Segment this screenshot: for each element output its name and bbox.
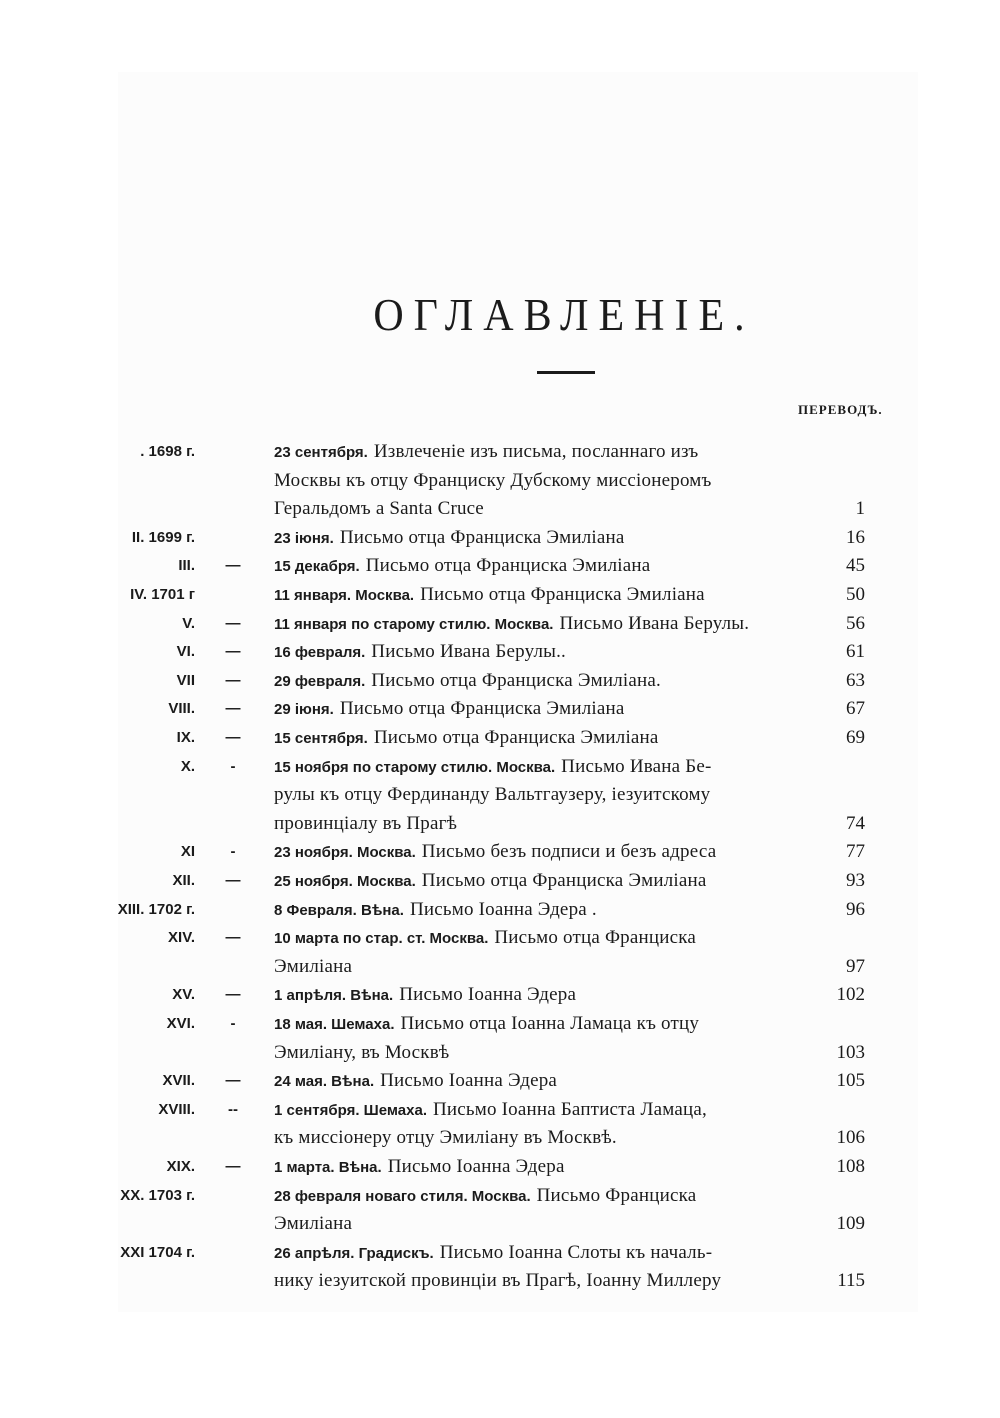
toc-line — [0, 1182, 1000, 1210]
toc-line — [0, 1010, 1000, 1038]
entry-text — [274, 953, 794, 981]
page-number: 45 — [846, 555, 865, 577]
entry-text — [274, 467, 794, 495]
toc-line — [0, 724, 1000, 752]
entry-text — [274, 981, 794, 1010]
entry-title: Эмиліану, въ Москвѣ — [274, 1041, 450, 1063]
entry-text — [274, 495, 794, 523]
entry-date: 15 сентября. — [274, 730, 368, 747]
entry-date: 11 января. Москва. — [274, 587, 415, 604]
entry-number: X. — [180, 757, 195, 775]
entry-date: 25 ноября. Москва. — [274, 873, 416, 890]
entry-date: 23 сентября. — [274, 444, 368, 461]
toc-line — [0, 981, 1000, 1009]
entry-number: VII — [176, 671, 195, 689]
entry-text — [274, 896, 794, 925]
entry-text — [274, 1153, 794, 1182]
entry-title: Письмо Іоанна Слоты къ началь- — [439, 1241, 713, 1263]
entry-text — [274, 753, 794, 782]
entry-title: Письмо Іоанна Баптиста Ламаца, — [432, 1098, 707, 1120]
page-number: 108 — [836, 1156, 865, 1177]
entry-date: 10 марта по стар. ст. Москва. — [274, 930, 489, 948]
toc-line — [0, 1039, 1000, 1067]
entry-number: XVIII. — [158, 1100, 195, 1118]
entry-number: . 1698 г. — [140, 443, 195, 460]
ditto-dash: -- — [228, 1100, 238, 1118]
entry-title: Письмо отца Франциска — [494, 927, 697, 949]
entry-date: 8 Февраля. Вѣна. — [274, 901, 404, 919]
ditto-dash: - — [230, 843, 236, 861]
entry-text — [274, 1239, 794, 1268]
entry-title: Письмо отца Франциска Эмиліана — [373, 727, 659, 748]
entry-number: XVI. — [166, 1015, 195, 1032]
entry-text — [274, 695, 794, 724]
toc-line — [0, 667, 1000, 695]
toc-line — [0, 1096, 1000, 1124]
ditto-dash: — — [225, 557, 241, 575]
entry-number: XIX. — [166, 1158, 195, 1175]
entry-number: XIV. — [168, 929, 195, 947]
entry-text — [274, 638, 794, 667]
page-number: 102 — [836, 984, 865, 1006]
entry-number: XV. — [172, 986, 195, 1004]
ditto-dash: — — [225, 671, 241, 689]
entry-title: Письмо отца Франциска Эмиліана — [420, 584, 705, 605]
entry-text — [274, 1182, 794, 1211]
entry-number: XII. — [172, 872, 195, 889]
toc-line — [0, 581, 1000, 609]
entry-title: нику іезуитской провинціи въ Прагѣ, Іоанну Миллеру — [274, 1270, 722, 1292]
ditto-dash: — — [225, 872, 241, 889]
toc-line — [0, 1267, 1000, 1295]
page-number: 1 — [855, 498, 865, 520]
page-number: 93 — [846, 870, 865, 891]
page-number: 56 — [846, 612, 865, 634]
ditto-dash: — — [225, 986, 241, 1004]
entry-number: IX. — [176, 729, 195, 746]
ditto-dash: - — [230, 757, 236, 775]
toc-line — [0, 781, 1000, 809]
entry-number: IV. 1701 г — [130, 586, 195, 603]
entry-number: XX. 1703 г. — [120, 1186, 195, 1204]
entry-title: Письмо Іоанна Эдера . — [409, 898, 597, 920]
entry-text — [274, 438, 794, 467]
toc-line — [0, 867, 1000, 895]
entry-text — [274, 724, 794, 753]
entry-title: къ миссіонеру отцу Эмиліану въ Москвѣ. — [274, 1127, 617, 1149]
entry-date: 1 апрѣля. Вѣна. — [274, 987, 394, 1005]
entry-number: XIII. 1702 г. — [117, 900, 195, 918]
entry-text — [274, 1010, 794, 1039]
entry-title: Эмиліана — [274, 955, 353, 977]
entry-text — [274, 610, 794, 639]
entry-date: 29 іюня. — [274, 701, 334, 719]
toc-line — [0, 753, 1000, 781]
entry-text — [274, 1067, 794, 1096]
entry-date: 23 іюня. — [274, 529, 334, 547]
toc-line — [0, 810, 1000, 838]
page-number: 61 — [846, 641, 865, 663]
entry-date: 24 мая. Вѣна. — [274, 1073, 375, 1091]
entry-number: XVII. — [162, 1072, 195, 1090]
entry-title: Письмо Ивана Бе- — [561, 755, 712, 777]
entry-text — [274, 667, 794, 696]
entry-title: Письмо отца Франциска Эмиліана — [365, 555, 651, 577]
ditto-dash: - — [230, 1015, 236, 1032]
ditto-dash: — — [225, 929, 241, 947]
entry-text — [274, 552, 794, 581]
toc-line — [0, 552, 1000, 580]
entry-title: Эмиліана — [274, 1213, 353, 1235]
ditto-dash: — — [225, 700, 241, 718]
entry-title: Письмо отца Франциска Эмиліана — [339, 698, 625, 720]
page-number: 77 — [846, 841, 865, 863]
entry-title: Геральдомъ а Santa Cruce — [274, 498, 484, 520]
entry-date: 1 марта. Вѣна. — [274, 1159, 382, 1176]
entry-text — [274, 1096, 794, 1125]
entry-title: Письмо отца Іоанна Ламаца къ отцу — [400, 1013, 700, 1034]
page-title: ОГЛАВЛЕНІЕ. — [373, 291, 755, 341]
toc-line — [0, 524, 1000, 552]
entry-text — [274, 838, 794, 867]
ditto-dash: — — [225, 729, 241, 746]
toc-line — [0, 1239, 1000, 1267]
page-number: 74 — [846, 812, 865, 834]
page-number: 69 — [846, 727, 865, 748]
toc-line — [0, 924, 1000, 952]
entry-title: Москвы къ отцу Франциску Дубскому миссіонеромъ — [274, 469, 712, 491]
entry-date: 1 сентября. Шемаха. — [274, 1101, 427, 1119]
ditto-dash: — — [225, 643, 241, 661]
entry-date: 23 ноября. Москва. — [274, 844, 416, 862]
entry-date: 28 февраля новаго стиля. Москва. — [274, 1187, 531, 1205]
page-number: 115 — [837, 1270, 865, 1292]
entry-title: Письмо Франциска — [536, 1184, 697, 1206]
entry-date: 15 декабря. — [274, 558, 360, 576]
entry-date: 26 апрѣля. Градискъ. — [274, 1244, 434, 1262]
entry-text — [274, 581, 794, 610]
entry-title: рулы къ отцу Фердинанду Вальтгаузеру, іезуитскому — [274, 784, 711, 806]
toc-line — [0, 1210, 1000, 1238]
page-number: 63 — [846, 669, 865, 691]
entry-number: V. — [182, 614, 195, 632]
ditto-dash: — — [225, 1072, 241, 1090]
entry-number: VI. — [176, 643, 195, 661]
entry-number: XXI 1704 г. — [120, 1243, 195, 1261]
page-number: 16 — [846, 526, 865, 548]
ditto-dash: — — [225, 614, 241, 632]
entry-title: провинціалу въ Прагѣ — [274, 812, 458, 834]
toc-line — [0, 438, 1000, 466]
entry-date: 29 февраля. — [274, 672, 366, 690]
entry-date: 11 января по старому стилю. Москва. — [274, 615, 554, 633]
entry-title: Письмо Ивана Берулы. — [559, 612, 750, 634]
entry-number: II. 1699 г. — [131, 528, 195, 546]
entry-title: Письмо безъ подписи и безъ адреса — [421, 841, 717, 863]
entry-text — [274, 867, 794, 896]
entry-number: VIII. — [168, 700, 195, 718]
toc-line — [0, 838, 1000, 866]
entry-title: Письмо Іоанна Эдера — [399, 984, 577, 1006]
entry-text — [274, 1124, 794, 1152]
title-rule — [537, 371, 595, 374]
entry-text — [274, 1267, 794, 1295]
ditto-dash: — — [225, 1158, 241, 1175]
column-header-translation: ПЕРЕВОДЪ. — [798, 402, 883, 417]
page-number: 67 — [846, 698, 865, 720]
toc-line — [0, 467, 1000, 495]
entry-title: Письмо Іоанна Эдера — [380, 1070, 558, 1092]
entry-text — [274, 1039, 794, 1067]
page-number: 106 — [836, 1127, 865, 1149]
page-number: 105 — [836, 1070, 865, 1092]
entry-title: Письмо отца Франциска Эмиліана. — [371, 669, 661, 691]
entry-number: XI — [180, 843, 195, 861]
toc-line — [0, 896, 1000, 924]
page-number: 97 — [846, 955, 865, 977]
toc-line — [0, 610, 1000, 638]
toc-line — [0, 638, 1000, 666]
entry-date: 18 мая. Шемаха. — [274, 1016, 395, 1033]
page-number: 103 — [836, 1041, 865, 1063]
page-number: 109 — [836, 1213, 865, 1235]
entry-title: Письмо отца Франциска Эмиліана — [421, 870, 707, 891]
toc-line — [0, 1067, 1000, 1095]
entry-text — [274, 924, 794, 953]
toc-line — [0, 695, 1000, 723]
entry-title: Письмо Іоанна Эдера — [387, 1156, 565, 1177]
entry-title: Письмо Ивана Берулы.. — [371, 641, 566, 663]
entry-number: III. — [178, 557, 195, 575]
toc-line — [0, 1153, 1000, 1181]
entry-text — [274, 781, 794, 809]
entry-text — [274, 1210, 794, 1238]
entry-text — [274, 524, 794, 553]
entry-date: 16 февраля. — [274, 644, 366, 662]
page-number: 96 — [846, 898, 865, 920]
toc-line — [0, 1124, 1000, 1152]
toc-line — [0, 495, 1000, 523]
entry-title: Извлеченіе изъ письма, посланнаго изъ — [373, 441, 699, 462]
entry-title: Письмо отца Франциска Эмиліана — [339, 526, 625, 548]
entry-date: 15 ноября по старому стилю. Москва. — [274, 758, 556, 776]
entry-text — [274, 810, 794, 838]
page-number: 50 — [846, 584, 865, 605]
toc-line — [0, 953, 1000, 981]
